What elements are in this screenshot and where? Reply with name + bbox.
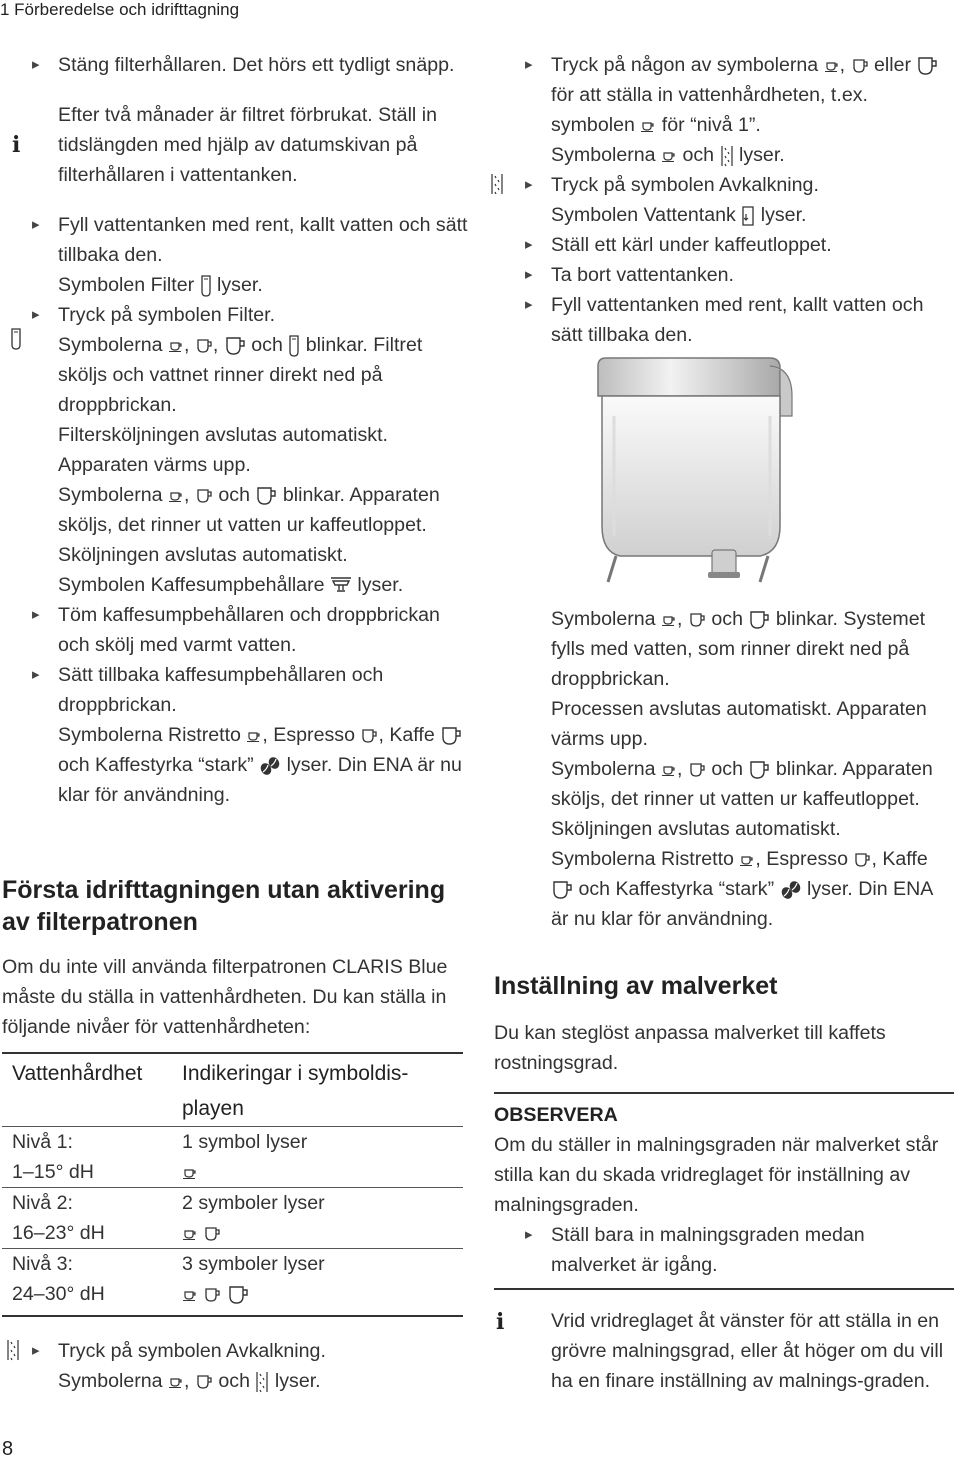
running-header: 1 Förberedelse och idrifttagning <box>0 0 240 19</box>
coffee-icon <box>748 610 770 630</box>
notice-rule <box>494 1092 954 1094</box>
section-intro: Du kan steglöst anpassa malverket till kaffets rostningsgrad. <box>494 1022 886 1074</box>
step-close-filter-holder: ▸ Stäng filterhållaren. Det hörs ett tydligt snäpp. <box>32 50 472 80</box>
coffee-icon <box>224 336 246 356</box>
descale-icon <box>255 1370 269 1394</box>
coffee-icon <box>440 726 462 746</box>
ristretto-icon <box>246 730 262 742</box>
espresso-icon <box>195 488 213 504</box>
result-line: Apparaten värms upp. <box>58 454 251 476</box>
result-line: Processen avslutas automatiskt. Apparaten värms upp. <box>551 698 927 750</box>
ristretto-icon <box>661 614 677 626</box>
espresso-icon <box>851 58 869 74</box>
espresso-icon <box>203 1287 221 1303</box>
ristretto-icon <box>739 854 755 866</box>
ristretto-icon <box>640 120 656 132</box>
result-line: Sköljningen avslutas automatiskt. <box>551 818 841 840</box>
section-heading: Inställning av malverket <box>494 972 778 1000</box>
step-refill-tank: ▸ Fyll vattentanken med rent, kallt vatten och sätt tillbaka den. <box>525 290 955 350</box>
result-line: Symbolerna , och blinkar. Apparaten sköljs, det rinner ut vatten ur kaffeutloppet. <box>551 758 933 810</box>
descale-icon <box>6 1338 20 1362</box>
ristretto-icon <box>168 340 184 352</box>
result-line: Symbolerna Ristretto , Espresso , Kaffe och Kaffestyrka “stark” lyser. Din ENA är nu klar för användning. <box>58 724 462 806</box>
result-line: symbolen för “nivå 1”. <box>551 114 761 136</box>
step-empty-container: ▸ Töm kaffesumpbehållaren och droppbrickan och skölj med varmt vatten. <box>32 600 472 660</box>
result-line: Symbolen Vattentank lyser. <box>551 204 807 226</box>
result-line: Sköljningen avslutas automatiskt. <box>58 544 348 566</box>
result-line: Filtersköljningen avslutas automatiskt. <box>58 424 388 446</box>
step-press-descale: ▸ Tryck på symbolen Avkalkning. <box>32 1336 472 1366</box>
notice-rule <box>494 1288 954 1290</box>
water-tank-icon <box>741 205 755 227</box>
espresso-icon <box>195 338 213 354</box>
result-line: Symbolerna , och blinkar. Systemet fylls med vatten, som rinner direkt ned på droppbrickan. <box>551 608 926 690</box>
filter-icon <box>200 275 212 297</box>
table-header: Vattenhårdhet <box>2 1053 172 1127</box>
step-place-container: ▸ Ställ ett kärl under kaffeutloppet. <box>525 230 955 260</box>
espresso-icon <box>688 762 706 778</box>
left-column-end <box>32 1336 472 1396</box>
info-tip: Vrid vridreglaget åt vänster för att ställa in en grövre malningsgrad, eller åt höger om du vill ha en finare inställning av malnings-graden. <box>551 1310 944 1392</box>
ristretto-icon <box>182 1228 198 1240</box>
coffee-icon <box>748 760 770 780</box>
result-line: Symbolen Filter lyser. <box>58 274 263 296</box>
step-remove-tank: ▸ Ta bort vattentanken. <box>525 260 955 290</box>
info-icon: i <box>12 132 21 158</box>
descale-icon <box>720 144 734 168</box>
page-number: 8 <box>2 1438 14 1460</box>
coffee-icon <box>227 1285 249 1305</box>
ristretto-icon <box>168 490 184 502</box>
coffee-beans-icon <box>259 756 281 776</box>
info-note: Efter två månader är filtret förbrukat. Ställ in tidslängden med hjälp av datumskivan på filterhållaren i vattentanken. <box>58 104 437 186</box>
step-adjust-while-running: ▸ Ställ bara in malningsgraden medan malverket är igång. <box>525 1220 955 1280</box>
ristretto-icon <box>182 1289 198 1301</box>
left-column <box>32 50 472 810</box>
water-tank-illustration <box>594 356 800 584</box>
right-column-top <box>525 50 955 350</box>
notice-step <box>525 1220 955 1280</box>
espresso-icon <box>853 852 871 868</box>
ristretto-icon <box>168 1376 184 1388</box>
section-heading: Första idrifttagningen utan aktivering av filterpatronen <box>2 876 446 936</box>
water-hardness-table <box>2 1052 463 1317</box>
table-row: Nivå 2: 16–23° dH 2 symboler lyser <box>2 1188 463 1249</box>
section-intro: Om du inte vill använda filterpatronen CLARIS Blue måste du ställa in vattenhårdheten. Du kan ställa in följande nivåer för vattenhårdheten: <box>2 956 448 1038</box>
espresso-icon <box>688 612 706 628</box>
step-press-filter: ▸ Tryck på symbolen Filter. <box>32 300 472 330</box>
result-line: Symbolerna och lyser. <box>551 144 785 166</box>
result-line: Symbolerna , och blinkar. Apparaten sköljs, det rinner ut vatten ur kaffeutloppet. <box>58 484 440 536</box>
ristretto-icon <box>661 150 677 162</box>
espresso-icon <box>195 1374 213 1390</box>
grounds-container-icon <box>330 576 352 596</box>
ristretto-icon <box>824 60 840 72</box>
table-row: Nivå 3: 24–30° dH 3 symboler lyser <box>2 1249 463 1317</box>
espresso-icon <box>360 728 378 744</box>
info-icon: i <box>496 1309 505 1335</box>
ristretto-icon <box>661 764 677 776</box>
right-column-mid <box>525 604 955 934</box>
step-press-descale: ▸ Tryck på symbolen Avkalkning. <box>525 170 955 200</box>
notice-text: Om du ställer in malningsgraden när malverket står stilla kan du skada vridreglaget för inställning av malningsgraden. <box>494 1134 939 1216</box>
result-line: Symbolerna , , och blinkar. Filtret sköljs och vattnet rinner direkt ned på droppbrickan. <box>58 334 423 416</box>
step-reinsert-container: ▸ Sätt tillbaka kaffesumpbehållaren och droppbrickan. <box>32 660 472 720</box>
coffee-icon <box>916 56 938 76</box>
notice-title: OBSERVERA <box>494 1104 618 1126</box>
coffee-icon <box>255 486 277 506</box>
coffee-icon <box>551 880 573 900</box>
result-line: Symbolerna , och lyser. <box>58 1370 321 1392</box>
step-fill-tank: ▸ Fyll vattentanken med rent, kallt vatten och sätt tillbaka den. <box>32 210 472 270</box>
step-select-hardness: ▸ Tryck på någon av symbolerna , eller för att ställa in vattenhårdheten, t.ex. <box>525 50 955 110</box>
espresso-icon <box>203 1226 221 1242</box>
filter-icon <box>10 328 22 350</box>
table-row: Nivå 1: 1–15° dH 1 symbol lyser <box>2 1127 463 1188</box>
result-line: Symbolerna Ristretto , Espresso , Kaffe och Kaffestyrka “stark” lyser. Din ENA är nu klar för användning. <box>551 848 933 930</box>
table-header: Indikeringar i symboldis-playen <box>172 1053 463 1127</box>
descale-icon <box>490 172 504 196</box>
filter-icon <box>288 335 300 357</box>
result-line: Symbolen Kaffesumpbehållare lyser. <box>58 574 404 596</box>
ristretto-icon <box>182 1167 198 1179</box>
coffee-beans-icon <box>780 880 802 900</box>
